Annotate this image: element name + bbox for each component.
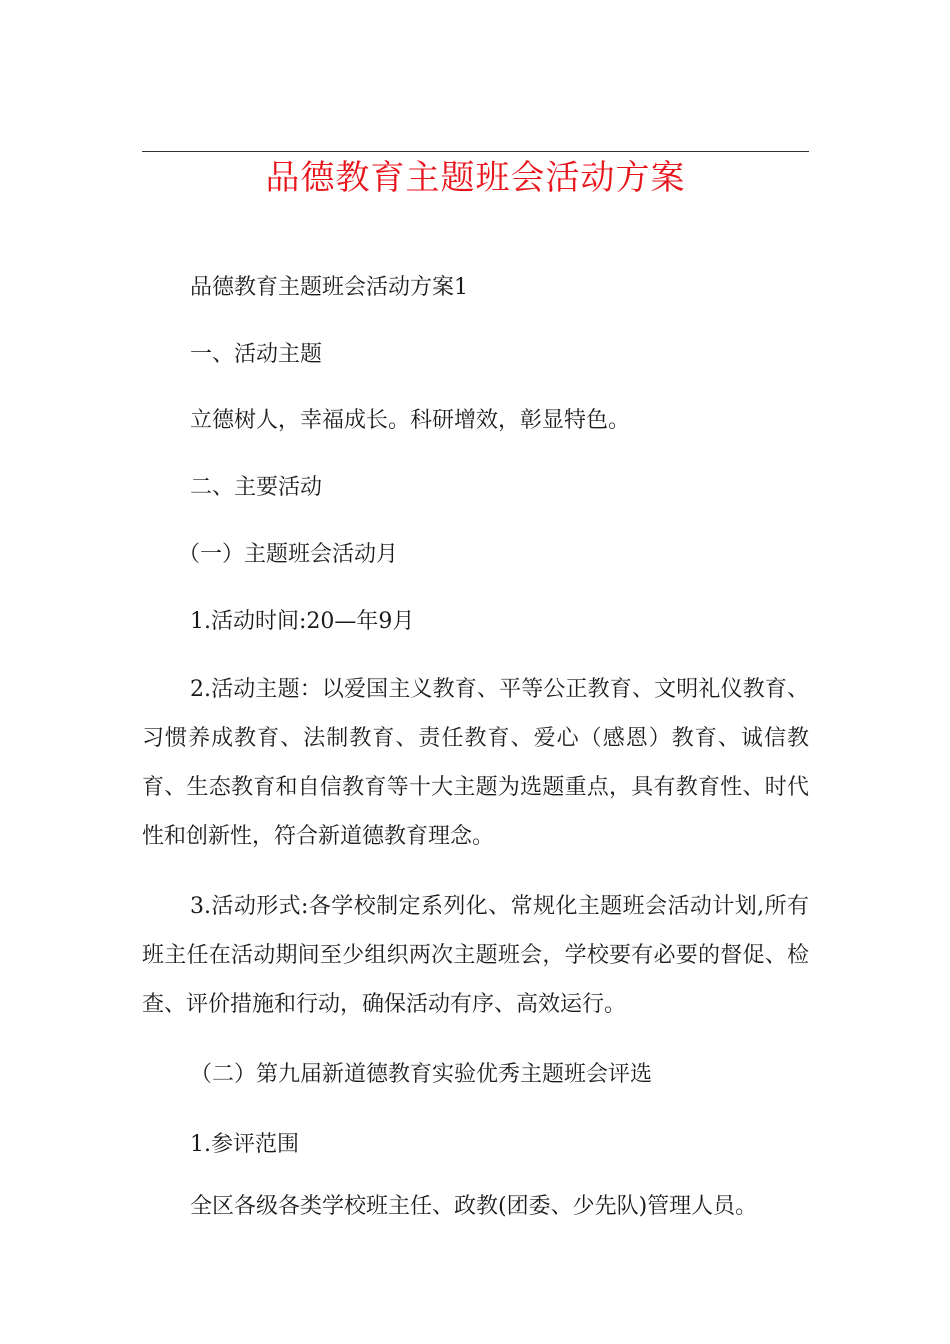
item-participation-scope: 1.参评范围 [190,1132,299,1157]
heading-main-activities: 二、主要活动 [190,475,323,500]
paragraph-theme-text: 立德树人，幸福成长。科研增效，彰显特色。 [190,408,631,433]
heading-activity-theme: 一、活动主题 [190,342,323,367]
item-activity-format: 3.活动形式:各学校制定系列化、常规化主题班会活动计划,所有班主任在活动期间至少组织两次主题班会，学校要有必要的督促、检查、评价措施和行动，确保活动有序、高效运行。 [142,894,809,1017]
paragraph-scope-text: 全区各级各类学校班主任、政教(团委、少先队)管理人员。 [190,1194,758,1219]
item-activity-theme: 2.活动主题：以爱国主义教育、平等公正教育、文明礼仪教育、习惯养成教育、法制教育、责任教育、爱心（感恩）教育、诚信教育、生态教育和自信教育等十大主题为选题重点，具有教育性、时代性和创新性，符合新道德教育理念。 [142,677,809,849]
section-heading-plan-1: 品德教育主题班会活动方案1 [190,275,468,300]
subheading-excellent-meeting-selection: （二）第九届新道德教育实验优秀主题班会评选 [190,1062,653,1087]
subheading-class-meeting-month: （一）主题班会活动月 [178,542,399,567]
document-title: 品德教育主题班会活动方案 [265,158,686,198]
item-activity-time: 1.活动时间:20—年9月 [190,609,415,634]
